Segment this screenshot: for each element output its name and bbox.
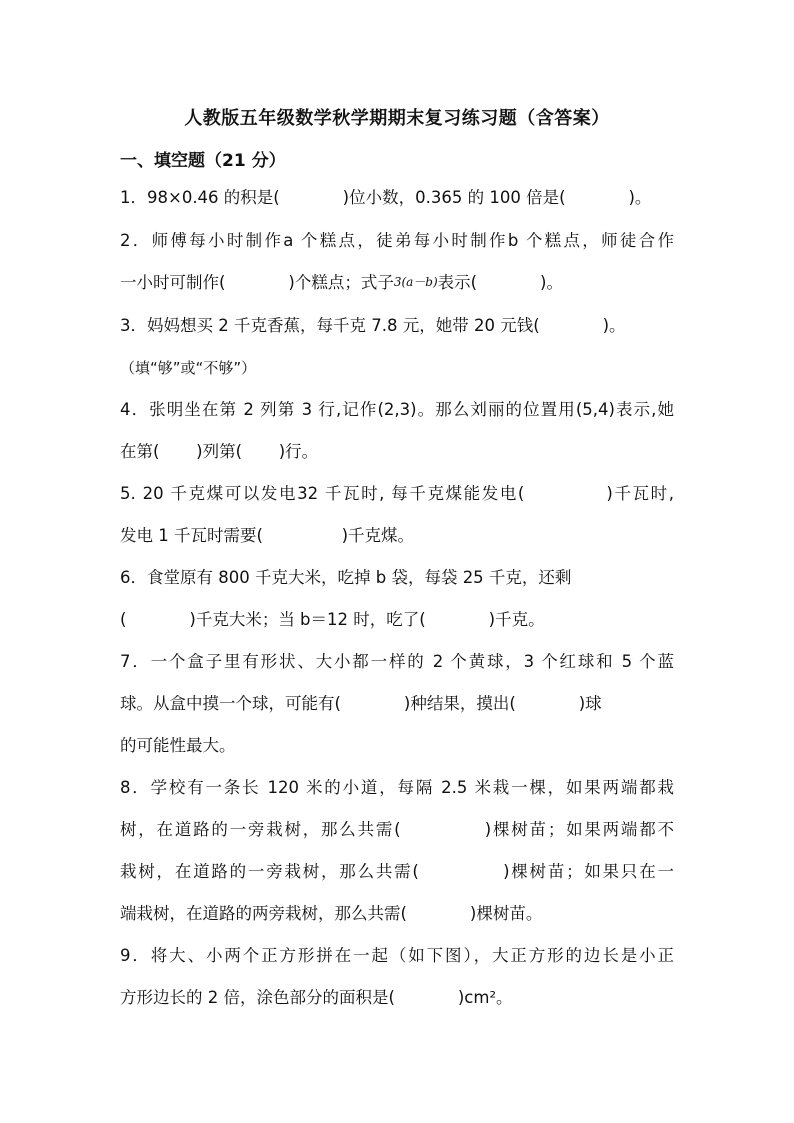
question-6-line-1: 6．食堂原有 800 千克大米，吃掉 b 袋，每袋 25 千克，还剩 [120, 568, 572, 587]
question-7-line-3: 的可能性最大。 [120, 736, 236, 755]
question-6-line-2: ( )千克大米；当 b＝12 时，吃了( )千克。 [120, 610, 545, 629]
question-9-line-2: 方形边长的 2 倍，涂色部分的面积是( )cm²。 [120, 988, 513, 1007]
question-4-line-2: 在第( )列第( )行。 [120, 442, 319, 461]
question-2-formula: 3(a－b) [393, 275, 438, 289]
question-8-line-1: 8．学校有一条长 120 米的小道，每隔 2.5 米栽一棵，如果两端都栽 [120, 778, 674, 797]
question-3-line-2: （填“够”或“不够”） [120, 359, 257, 377]
question-8-line-3: 栽树，在道路的一旁栽树，那么共需( )棵树苗；如果只在一 [120, 862, 674, 881]
section-heading-fill-in-blanks: 一、填空题（21 分） [120, 151, 286, 171]
question-5-line-1: 5. 20 千克煤可以发电32 千瓦时, 每千克煤能发电( )千瓦时, [120, 484, 674, 503]
question-1-line-1: 1．98×0.46 的积是( )位小数，0.365 的 100 倍是( )。 [120, 188, 652, 207]
question-8-line-2: 树，在道路的一旁栽树，那么共需( )棵树苗；如果两端都不 [120, 820, 674, 839]
worksheet-title: 人教版五年级数学秋学期期末复习练习题（含答案） [184, 108, 610, 129]
question-7-line-1: 7．一个盒子里有形状、大小都一样的 2 个黄球，3 个红球和 5 个蓝 [120, 652, 674, 671]
question-7-line-2: 球。从盒中摸一个球，可能有( )种结果，摸出( )球 [120, 694, 602, 713]
question-8-line-4: 端栽树，在道路的两旁栽树，那么共需( )棵树苗。 [120, 904, 543, 923]
question-2-line-2-tail: 表示( )。 [437, 273, 563, 292]
question-9-line-1: 9．将大、小两个正方形拼在一起（如下图），大正方形的边长是小正 [120, 946, 674, 965]
question-2-line-2-text: 一小时可制作( )个糕点；式子 [120, 273, 394, 292]
question-3-line-1: 3．妈妈想买 2 千克香蕉，每千克 7.8 元，她带 20 元钱( )。 [120, 316, 626, 335]
question-5-line-2: 发电 1 千瓦时需要( )千克煤。 [120, 526, 415, 545]
question-2-line-1: 2．师傅每小时制作a 个糕点，徒弟每小时制作b 个糕点，师徒合作 [120, 231, 674, 250]
question-4-line-1: 4．张明坐在第 2 列第 3 行,记作(2,3)。那么刘丽的位置用(5,4)表示,她 [120, 400, 674, 419]
question-2-line-2 [120, 271, 563, 295]
